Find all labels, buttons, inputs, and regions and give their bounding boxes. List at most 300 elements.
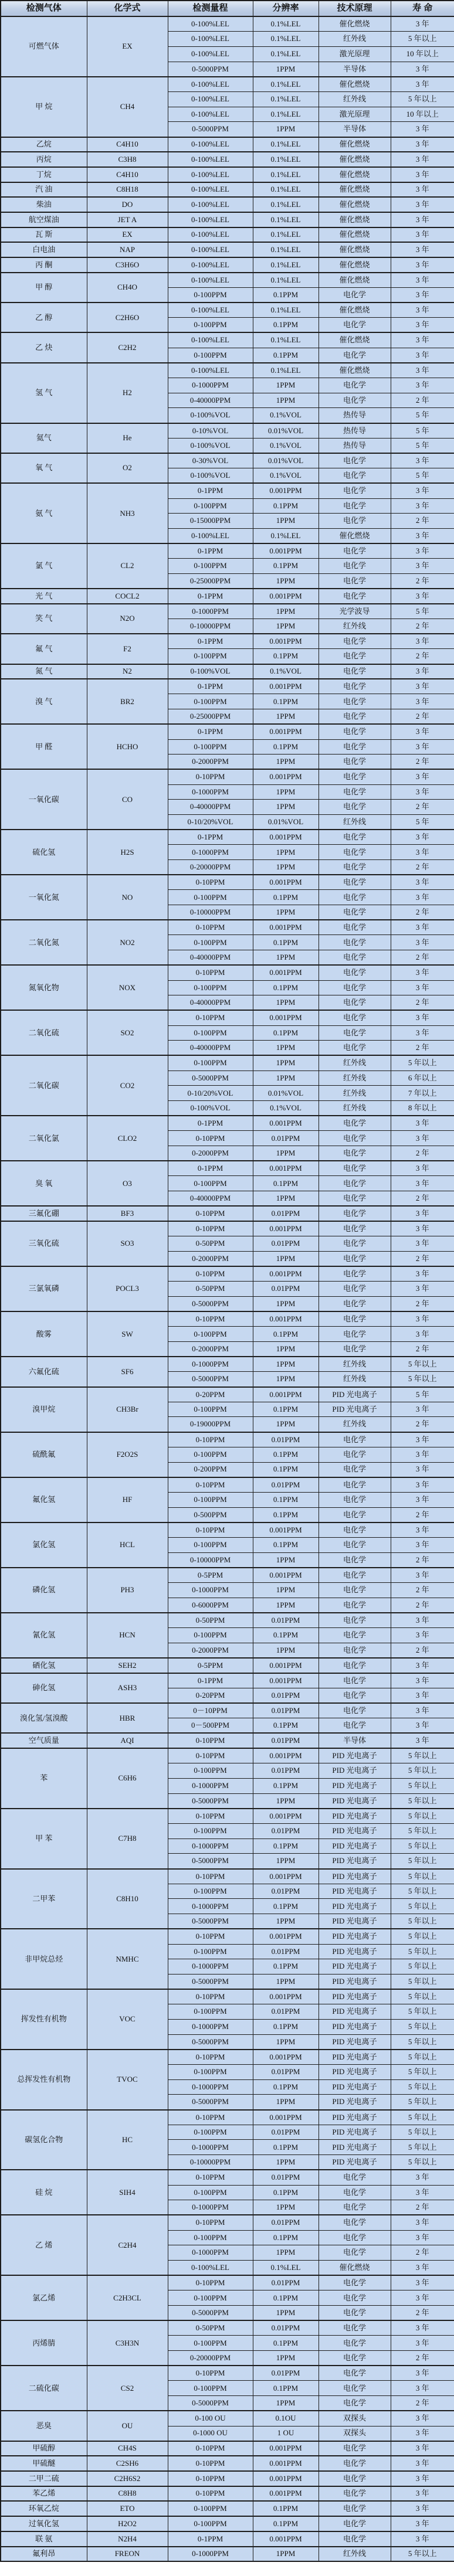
resolution-cell: 0.01PPM <box>253 2170 319 2185</box>
lifespan-cell: 3 年 <box>391 16 454 32</box>
gas-name-cell: 乙 炔 <box>1 332 87 362</box>
gas-name-cell: 空气质量 <box>1 1733 87 1748</box>
gas-name-cell: 三氧化硫 <box>1 1221 87 1266</box>
formula-cell: COCL2 <box>87 589 168 604</box>
gas-name-cell: 臭 氧 <box>1 1161 87 1206</box>
range-cell: 0-25000PPM <box>168 709 253 725</box>
formula-cell: C3H3N <box>87 2320 168 2366</box>
principle-cell: PID 光电离子 <box>319 2140 391 2155</box>
gas-name-cell: 挥发性有机物 <box>1 1989 87 2050</box>
resolution-cell: 0.1PPM <box>253 2290 319 2306</box>
principle-cell: 电化学 <box>319 2275 391 2290</box>
gas-name-cell: 乙 烯 <box>1 2215 87 2275</box>
formula-cell: C8H18 <box>87 182 168 198</box>
lifespan-cell: 10 年以上 <box>391 46 454 62</box>
lifespan-cell: 3 年 <box>391 1477 454 1493</box>
range-cell: 0-100%LEL <box>168 152 253 167</box>
resolution-cell: 1PPM <box>253 2245 319 2261</box>
lifespan-cell: 5 年以上 <box>391 1884 454 1899</box>
range-cell: 0-5000PPM <box>168 1793 253 1809</box>
resolution-cell: 0.01PPM <box>253 2125 319 2140</box>
formula-cell: HCN <box>87 1613 168 1658</box>
formula-cell: ASH3 <box>87 1673 168 1703</box>
principle-cell: 催化燃烧 <box>319 77 391 92</box>
range-cell: 0-100%VOL <box>168 1101 253 1116</box>
resolution-cell: 1 OU <box>253 2426 319 2441</box>
gas-name-cell: 溴 气 <box>1 679 87 724</box>
principle-cell: 电化学 <box>319 1296 391 1311</box>
resolution-cell: 1PPM <box>253 514 319 529</box>
range-cell: 0-10PPM <box>168 1206 253 1221</box>
principle-cell: 双探头 <box>319 2426 391 2441</box>
formula-cell: C2H2 <box>87 332 168 362</box>
lifespan-cell: 3 年 <box>391 2516 454 2531</box>
column-header-lifespan: 寿 命 <box>391 1 454 16</box>
lifespan-cell: 5 年以上 <box>391 2095 454 2110</box>
table-row <box>1 1929 454 1944</box>
range-cell: 0-100%LEL <box>168 32 253 47</box>
resolution-cell: 1PPM <box>253 1914 319 1929</box>
range-cell: 0-100PPM <box>168 287 253 303</box>
range-cell: 0-5000PPM <box>168 1070 253 1086</box>
range-cell: 0-100%VOL <box>168 438 253 453</box>
resolution-cell: 0.01PPM <box>253 1763 319 1779</box>
lifespan-cell: 5 年 <box>391 814 454 830</box>
principle-cell: 电化学 <box>319 1688 391 1703</box>
formula-cell: F2 <box>87 634 168 664</box>
principle-cell: 电化学 <box>319 1718 391 1734</box>
principle-cell: PID 光电离子 <box>319 1989 391 2004</box>
principle-cell: 电化学 <box>319 1342 391 1357</box>
resolution-cell: 0.001PPM <box>253 2471 319 2486</box>
range-cell: 0-100PPM <box>168 1763 253 1779</box>
table-row <box>1 2547 454 2562</box>
principle-cell: 电化学 <box>319 2486 391 2502</box>
gas-name-cell: 六氟化硫 <box>1 1357 87 1386</box>
resolution-cell: 0.01PPM <box>253 2004 319 2020</box>
table-row <box>1 1733 454 1748</box>
principle-cell: 电化学 <box>319 980 391 995</box>
principle-cell: PID 光电离子 <box>319 1387 391 1402</box>
formula-cell: CO2 <box>87 1055 168 1116</box>
principle-cell: PID 光电离子 <box>319 1884 391 1899</box>
resolution-cell: 1PPM <box>253 1854 319 1869</box>
gas-name-cell: 氧 气 <box>1 453 87 483</box>
formula-cell: C7H8 <box>87 1809 168 1869</box>
resolution-cell: 0.001PPM <box>253 679 319 694</box>
principle-cell: 电化学 <box>319 1703 391 1718</box>
principle-cell: 电化学 <box>319 514 391 529</box>
resolution-cell: 0.001PPM <box>253 1929 319 1944</box>
lifespan-cell: 5 年 <box>391 408 454 423</box>
resolution-cell: 1PPM <box>253 1191 319 1207</box>
principle-cell: 电化学 <box>319 1236 391 1252</box>
lifespan-cell: 3 年 <box>391 453 454 468</box>
lifespan-cell: 3 年 <box>391 1492 454 1507</box>
range-cell: 0-10PPM <box>168 2486 253 2502</box>
table-row <box>1 423 454 439</box>
principle-cell: 红外线 <box>319 814 391 830</box>
table-row <box>1 1809 454 1824</box>
range-cell: 0-100PPM <box>168 935 253 950</box>
range-cell: 0-20PPM <box>168 1688 253 1703</box>
range-cell: 0-100%LEL <box>168 91 253 107</box>
resolution-cell: 0.1PPM <box>253 1492 319 1507</box>
range-cell: 0-100PPM <box>168 1176 253 1191</box>
range-cell: 0-100%LEL <box>168 303 253 318</box>
resolution-cell: 0.001PPM <box>253 1387 319 1402</box>
resolution-cell: 1PPM <box>253 1342 319 1357</box>
resolution-cell: 0.1PPM <box>253 1025 319 1041</box>
range-cell: 0-1PPM <box>168 589 253 604</box>
lifespan-cell: 3 年 <box>391 2215 454 2230</box>
formula-cell: JET A <box>87 212 168 227</box>
gas-name-cell: 氯 气 <box>1 543 87 589</box>
principle-cell: 电化学 <box>319 559 391 574</box>
principle-cell: 电化学 <box>319 1010 391 1025</box>
principle-cell: 电化学 <box>319 649 391 664</box>
resolution-cell: 1PPM <box>253 1146 319 1161</box>
range-cell: 0-10PPM <box>168 2456 253 2471</box>
formula-cell: C2H3CL <box>87 2275 168 2320</box>
principle-cell: 电化学 <box>319 2306 391 2321</box>
principle-cell: 催化燃烧 <box>319 273 391 288</box>
resolution-cell: 0.001PPM <box>253 1568 319 1583</box>
lifespan-cell: 3 年 <box>391 1628 454 1643</box>
resolution-cell: 0.1PPM <box>253 2140 319 2155</box>
table-row <box>1 2411 454 2426</box>
range-cell: 0-100PPM <box>168 980 253 995</box>
principle-cell: 电化学 <box>319 1477 391 1493</box>
resolution-cell: 1PPM <box>253 1643 319 1658</box>
range-cell: 0-1PPM <box>168 2531 253 2547</box>
resolution-cell: 0.1%LEL <box>253 528 319 543</box>
range-cell: 0-2000PPM <box>168 1342 253 1357</box>
principle-cell: 电化学 <box>319 694 391 709</box>
gas-name-cell: 硫化氢 <box>1 830 87 875</box>
resolution-cell: 0.1PPM <box>253 1537 319 1552</box>
formula-cell: He <box>87 423 168 453</box>
range-cell: 0-10PPM <box>168 2215 253 2230</box>
lifespan-cell: 3 年 <box>391 1311 454 1327</box>
resolution-cell: 0.01PPM <box>253 1282 319 1297</box>
table-row <box>1 303 454 318</box>
resolution-cell: 0.1%LEL <box>253 137 319 152</box>
range-cell: 0-100PPM <box>168 2290 253 2306</box>
formula-cell: AQI <box>87 1733 168 1748</box>
resolution-cell: 1PPM <box>253 1598 319 1613</box>
range-cell: 0-40000PPM <box>168 1191 253 1207</box>
lifespan-cell: 2 年 <box>391 1552 454 1568</box>
principle-cell: 电化学 <box>319 1537 391 1552</box>
lifespan-cell: 5 年 <box>391 1387 454 1402</box>
range-cell: 0-40000PPM <box>168 995 253 1011</box>
gas-name-cell: 二氧化氯 <box>1 1116 87 1161</box>
table-row <box>1 1206 454 1221</box>
resolution-cell: 1PPM <box>253 2034 319 2050</box>
table-row <box>1 1010 454 1025</box>
principle-cell: 催化燃烧 <box>319 303 391 318</box>
resolution-cell: 0.001PPM <box>253 589 319 604</box>
range-cell: 0-1000PPM <box>168 2140 253 2155</box>
principle-cell: 电化学 <box>319 950 391 966</box>
range-cell: 0-19000PPM <box>168 1417 253 1432</box>
range-cell: 0-50PPM <box>168 1282 253 1297</box>
lifespan-cell: 5 年 <box>391 423 454 439</box>
principle-cell: 电化学 <box>319 318 391 333</box>
gas-name-cell: 二氧化硫 <box>1 1010 87 1055</box>
range-cell: 0-10PPM <box>168 2170 253 2185</box>
resolution-cell: 1PPM <box>253 1552 319 1568</box>
range-cell: 0-1PPM <box>168 724 253 739</box>
lifespan-cell: 5 年以上 <box>391 1929 454 1944</box>
range-cell: 0-10000PPM <box>168 2155 253 2170</box>
range-cell: 0-40000PPM <box>168 1041 253 1056</box>
lifespan-cell: 3 年 <box>391 739 454 755</box>
resolution-cell: 0.01PPM <box>253 1206 319 1221</box>
resolution-cell: 1PPM <box>253 2095 319 2110</box>
formula-cell: F2O2S <box>87 1432 168 1477</box>
range-cell: 0-10PPM <box>168 1131 253 1146</box>
principle-cell: 催化燃烧 <box>319 212 391 227</box>
resolution-cell: 0.1%LEL <box>253 152 319 167</box>
column-header-resolution: 分辨率 <box>253 1 319 16</box>
lifespan-cell: 5 年以上 <box>391 1372 454 1387</box>
formula-cell: PH3 <box>87 1568 168 1613</box>
lifespan-cell: 3 年 <box>391 875 454 890</box>
principle-cell: PID 光电离子 <box>319 2110 391 2125</box>
table-row <box>1 2486 454 2502</box>
principle-cell: 电化学 <box>319 2230 391 2245</box>
range-cell: 0-100PPM <box>168 1025 253 1041</box>
table-row <box>1 2050 454 2065</box>
resolution-cell: 0.1%VOL <box>253 468 319 484</box>
resolution-cell: 0.1%LEL <box>253 107 319 122</box>
principle-cell: 催化燃烧 <box>319 2260 391 2275</box>
range-cell: 0-100PPM <box>168 2501 253 2516</box>
gas-name-cell: 酸雾 <box>1 1311 87 1357</box>
gas-name-cell: 硅 烷 <box>1 2170 87 2215</box>
principle-cell: 电化学 <box>319 378 391 393</box>
gas-name-cell: 非甲烷总烃 <box>1 1929 87 1989</box>
table-row <box>1 152 454 167</box>
gas-name-cell: 氮氧化物 <box>1 965 87 1010</box>
resolution-cell: 0.1PPM <box>253 935 319 950</box>
resolution-cell: 0.001PPM <box>253 1161 319 1176</box>
lifespan-cell: 3 年 <box>391 890 454 905</box>
range-cell: 0-100%LEL <box>168 273 253 288</box>
formula-cell: ETO <box>87 2501 168 2516</box>
resolution-cell: 1PPM <box>253 784 319 800</box>
range-cell: 0-40000PPM <box>168 800 253 815</box>
resolution-cell: 0.1%LEL <box>253 363 319 378</box>
principle-cell: 电化学 <box>319 2366 391 2381</box>
table-row <box>1 273 454 288</box>
resolution-cell: 0.001PPM <box>253 1010 319 1025</box>
gas-name-cell: 氟化氢 <box>1 1477 87 1523</box>
lifespan-cell: 3 年 <box>391 1131 454 1146</box>
resolution-cell: 0.1PPM <box>253 318 319 333</box>
principle-cell: PID 光电离子 <box>319 1959 391 1975</box>
lifespan-cell: 2 年 <box>391 619 454 634</box>
lifespan-cell: 3 年 <box>391 769 454 784</box>
resolution-cell: 0.1%LEL <box>253 46 319 62</box>
lifespan-cell: 5 年以上 <box>391 1944 454 1959</box>
principle-cell: 电化学 <box>319 1673 391 1688</box>
resolution-cell: 0.1PPM <box>253 2079 319 2095</box>
resolution-cell: 0.001PPM <box>253 1266 319 1282</box>
gas-name-cell: 光 气 <box>1 589 87 604</box>
principle-cell: 电化学 <box>319 1447 391 1462</box>
gas-name-cell: 苯 <box>1 1748 87 1809</box>
resolution-cell: 0.001PPM <box>253 830 319 845</box>
resolution-cell: 0.01PPM <box>253 1236 319 1252</box>
table-row <box>1 1673 454 1688</box>
formula-cell: NO2 <box>87 920 168 965</box>
lifespan-cell: 2 年 <box>391 1342 454 1357</box>
formula-cell: HF <box>87 1477 168 1523</box>
lifespan-cell: 5 年以上 <box>391 2034 454 2050</box>
resolution-cell: 1PPM <box>253 1417 319 1432</box>
principle-cell: PID 光电离子 <box>319 1869 391 1884</box>
principle-cell: 电化学 <box>319 664 391 679</box>
principle-cell: 电化学 <box>319 2456 391 2471</box>
gas-name-cell: 甲硫醚 <box>1 2456 87 2471</box>
principle-cell: PID 光电离子 <box>319 1974 391 1989</box>
lifespan-cell: 5 年以上 <box>391 91 454 107</box>
principle-cell: PID 光电离子 <box>319 2004 391 2020</box>
resolution-cell: 0.1PPM <box>253 498 319 514</box>
range-cell: 0-100PPM <box>168 890 253 905</box>
resolution-cell: 0.1%LEL <box>253 227 319 243</box>
lifespan-cell: 5 年以上 <box>391 2110 454 2125</box>
lifespan-cell: 3 年 <box>391 2381 454 2396</box>
lifespan-cell: 3 年 <box>391 965 454 980</box>
range-cell: 0-1000PPM <box>168 604 253 619</box>
lifespan-cell: 2 年 <box>391 755 454 770</box>
range-cell: 0-100PPM <box>168 649 253 664</box>
gas-name-cell: 二甲苯 <box>1 1869 87 1929</box>
range-cell: 0－10PPM <box>168 1703 253 1718</box>
principle-cell: 电化学 <box>319 965 391 980</box>
range-cell: 0-5000PPM <box>168 1854 253 1869</box>
lifespan-cell: 3 年 <box>391 634 454 649</box>
principle-cell: 电化学 <box>319 784 391 800</box>
table-row <box>1 2215 454 2230</box>
principle-cell: 电化学 <box>319 2351 391 2366</box>
lifespan-cell: 3 年 <box>391 830 454 845</box>
range-cell: 0-1000PPM <box>168 2200 253 2215</box>
principle-cell: 电化学 <box>319 1507 391 1523</box>
lifespan-cell: 2 年 <box>391 1041 454 1056</box>
range-cell: 0-100PPM <box>168 2004 253 2020</box>
gas-name-cell: 溴甲烷 <box>1 1387 87 1432</box>
table-row <box>1 2366 454 2381</box>
resolution-cell: 0.01PPM <box>253 1432 319 1447</box>
lifespan-cell: 5 年以上 <box>391 1793 454 1809</box>
range-cell: 0-100PPM <box>168 1402 253 1417</box>
principle-cell: 电化学 <box>319 1176 391 1191</box>
lifespan-cell: 5 年以上 <box>391 1824 454 1839</box>
principle-cell: 红外线 <box>319 619 391 634</box>
lifespan-cell: 3 年 <box>391 1688 454 1703</box>
range-cell: 0-1000PPM <box>168 784 253 800</box>
principle-cell: 电化学 <box>319 860 391 875</box>
lifespan-cell: 2 年 <box>391 709 454 725</box>
range-cell: 0-100%VOL <box>168 468 253 484</box>
lifespan-cell: 5 年以上 <box>391 2019 454 2034</box>
lifespan-cell: 2 年 <box>391 2245 454 2261</box>
range-cell: 0-2000PPM <box>168 755 253 770</box>
range-cell: 0-100%LEL <box>168 363 253 378</box>
formula-cell: SEH2 <box>87 1658 168 1673</box>
resolution-cell: 0.1PPM <box>253 559 319 574</box>
gas-name-cell: 汽 油 <box>1 182 87 198</box>
resolution-cell: 0.001PPM <box>253 769 319 784</box>
principle-cell: 电化学 <box>319 2170 391 2185</box>
principle-cell: 电化学 <box>319 739 391 755</box>
resolution-cell: 0.1PPM <box>253 1628 319 1643</box>
lifespan-cell: 3 年 <box>391 62 454 77</box>
range-cell: 0-25000PPM <box>168 573 253 589</box>
principle-cell: 催化燃烧 <box>319 363 391 378</box>
lifespan-cell: 3 年 <box>391 273 454 288</box>
lifespan-cell: 2 年 <box>391 2396 454 2411</box>
gas-name-cell: 氯化氢 <box>1 1523 87 1568</box>
principle-cell: 电化学 <box>319 2290 391 2306</box>
resolution-cell: 0.1PPM <box>253 1718 319 1734</box>
lifespan-cell: 2 年 <box>391 2351 454 2366</box>
lifespan-cell: 2 年 <box>391 905 454 920</box>
table-row <box>1 242 454 257</box>
range-cell: 0-100%LEL <box>168 332 253 348</box>
resolution-cell: 1PPM <box>253 1793 319 1809</box>
resolution-cell: 0.1%VOL <box>253 438 319 453</box>
resolution-cell: 1PPM <box>253 1055 319 1070</box>
formula-cell: SO2 <box>87 1010 168 1055</box>
resolution-cell: 0.1%LEL <box>253 167 319 182</box>
principle-cell: 催化燃烧 <box>319 152 391 167</box>
lifespan-cell: 2 年 <box>391 860 454 875</box>
column-header-principle: 技术原理 <box>319 1 391 16</box>
range-cell: 0-10PPM <box>168 769 253 784</box>
gas-name-cell: 硒化氢 <box>1 1658 87 1673</box>
table-row <box>1 769 454 784</box>
range-cell: 0-100PPM <box>168 348 253 363</box>
resolution-cell: 0.01%VOL <box>253 814 319 830</box>
resolution-cell: 0.01PPM <box>253 2366 319 2381</box>
gas-name-cell: 溴化氢/氢溴酸 <box>1 1703 87 1733</box>
principle-cell: 电化学 <box>319 573 391 589</box>
gas-name-cell: 甲 苯 <box>1 1809 87 1869</box>
formula-cell: C2H6O <box>87 303 168 332</box>
formula-cell: OU <box>87 2411 168 2441</box>
range-cell: 0-5000PPM <box>168 1296 253 1311</box>
lifespan-cell: 3 年 <box>391 664 454 679</box>
principle-cell: 电化学 <box>319 875 391 890</box>
lifespan-cell: 5 年以上 <box>391 32 454 47</box>
principle-cell: 电化学 <box>319 679 391 694</box>
resolution-cell: 0.001PPM <box>253 2050 319 2065</box>
resolution-cell: 1PPM <box>253 2396 319 2411</box>
range-cell: 0-100%LEL <box>168 2260 253 2275</box>
lifespan-cell: 2 年 <box>391 2200 454 2215</box>
principle-cell: PID 光电离子 <box>319 1838 391 1854</box>
lifespan-cell: 3 年 <box>391 2230 454 2245</box>
resolution-cell: 0.01%VOL <box>253 1086 319 1101</box>
table-row <box>1 1523 454 1538</box>
lifespan-cell: 5 年以上 <box>391 2050 454 2065</box>
